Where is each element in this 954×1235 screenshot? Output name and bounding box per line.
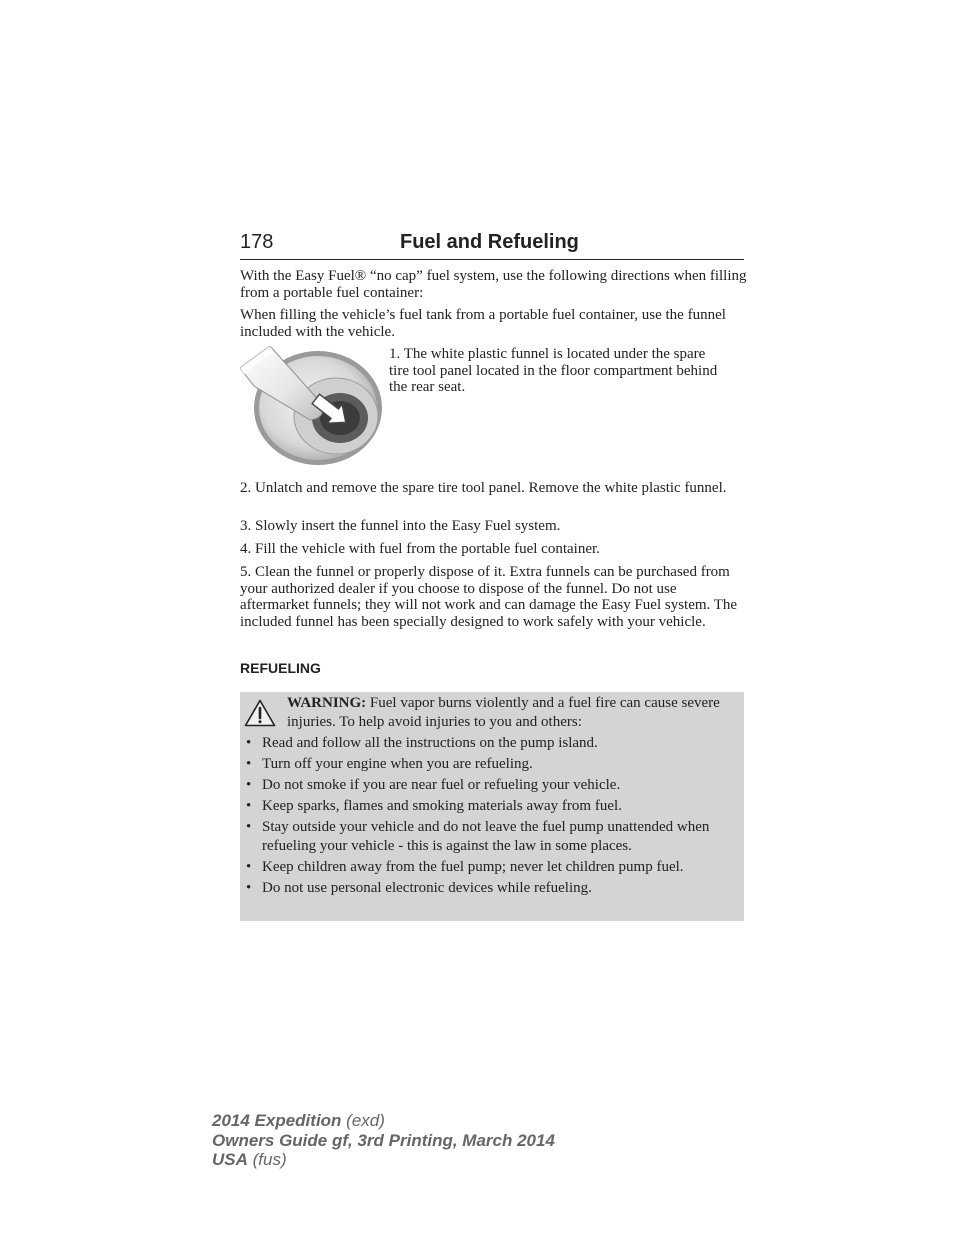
step-5: 5. Clean the funnel or properly dispose of it. Extra funnels can be purchased from your authorized dealer if you choose to dispose of the funnel. Do not use aftermarket funnels; they will not work and can damage the Easy Fuel system. The included funnel has been specially designed to work safely with your vehicle.	[240, 564, 738, 630]
list-item-text: Keep sparks, flames and smoking materials away from fuel.	[262, 798, 622, 814]
footer-model-code: (exd)	[341, 1111, 385, 1130]
step-2: 2. Unlatch and remove the spare tire tool panel. Remove the white plastic funnel.	[240, 480, 727, 496]
page-footer	[212, 1111, 555, 1170]
list-item	[240, 818, 744, 856]
list-item-text: Keep children away from the fuel pump; never let children pump fuel.	[262, 859, 684, 875]
list-item-text: Do not smoke if you are near fuel or refueling your vehicle.	[262, 777, 621, 793]
bullet-glyph: •	[246, 819, 252, 835]
footer-market-code: (fus)	[247, 1150, 287, 1169]
warning-bullet-list	[240, 734, 744, 900]
list-item	[240, 858, 744, 877]
footer-market: USA	[212, 1150, 248, 1169]
warning-box	[240, 692, 744, 921]
step-1: 1. The white plastic funnel is located under the spare tire tool panel located in the floor compartment behind the rear seat.	[389, 346, 718, 395]
list-item	[240, 734, 744, 753]
step-3: 3. Slowly insert the funnel into the Easy Fuel system.	[240, 518, 561, 534]
footer-line-3	[212, 1150, 555, 1170]
list-item-text: Turn off your engine when you are refueling.	[262, 756, 533, 772]
list-item-text: Do not use personal electronic devices while refueling.	[262, 880, 592, 896]
chapter-title: Fuel and Refueling	[400, 231, 579, 253]
footer-model: 2014 Expedition	[212, 1111, 342, 1130]
section-heading-refueling: REFUELING	[240, 660, 321, 676]
list-item	[240, 879, 744, 898]
warning-label: WARNING:	[287, 695, 367, 711]
list-item	[240, 755, 744, 774]
warning-triangle-icon	[244, 699, 276, 727]
page-number: 178	[240, 231, 274, 253]
footer-line-1	[212, 1111, 555, 1131]
bullet-glyph: •	[246, 798, 252, 814]
bullet-glyph: •	[246, 735, 252, 751]
list-item	[240, 797, 744, 816]
step-4: 4. Fill the vehicle with fuel from the portable fuel container.	[240, 541, 600, 557]
list-item-text: Read and follow all the instructions on the pump island.	[262, 735, 598, 751]
warning-lead	[287, 694, 739, 732]
list-item	[240, 776, 744, 795]
bullet-glyph: •	[246, 880, 252, 896]
list-item-text: Stay outside your vehicle and do not leave the fuel pump unattended when refueling your vehicle - this is against the law in some places.	[262, 819, 710, 854]
footer-line-2: Owners Guide gf, 3rd Printing, March 2014	[212, 1130, 555, 1150]
bullet-glyph: •	[246, 859, 252, 875]
bullet-glyph: •	[246, 756, 252, 772]
page-header	[240, 229, 744, 260]
funnel-illustration	[240, 346, 382, 466]
intro-paragraph-1: With the Easy Fuel® “no cap” fuel system, use the following directions when filling from a portable fuel container:	[240, 268, 747, 301]
intro-paragraph-2: When filling the vehicle’s fuel tank from a portable fuel container, use the funnel included with the vehicle.	[240, 307, 726, 340]
warning-text: Fuel vapor burns violently and a fuel fire can cause severe injuries. To help avoid injuries to you and others:	[287, 695, 720, 730]
bullet-glyph: •	[246, 777, 252, 793]
